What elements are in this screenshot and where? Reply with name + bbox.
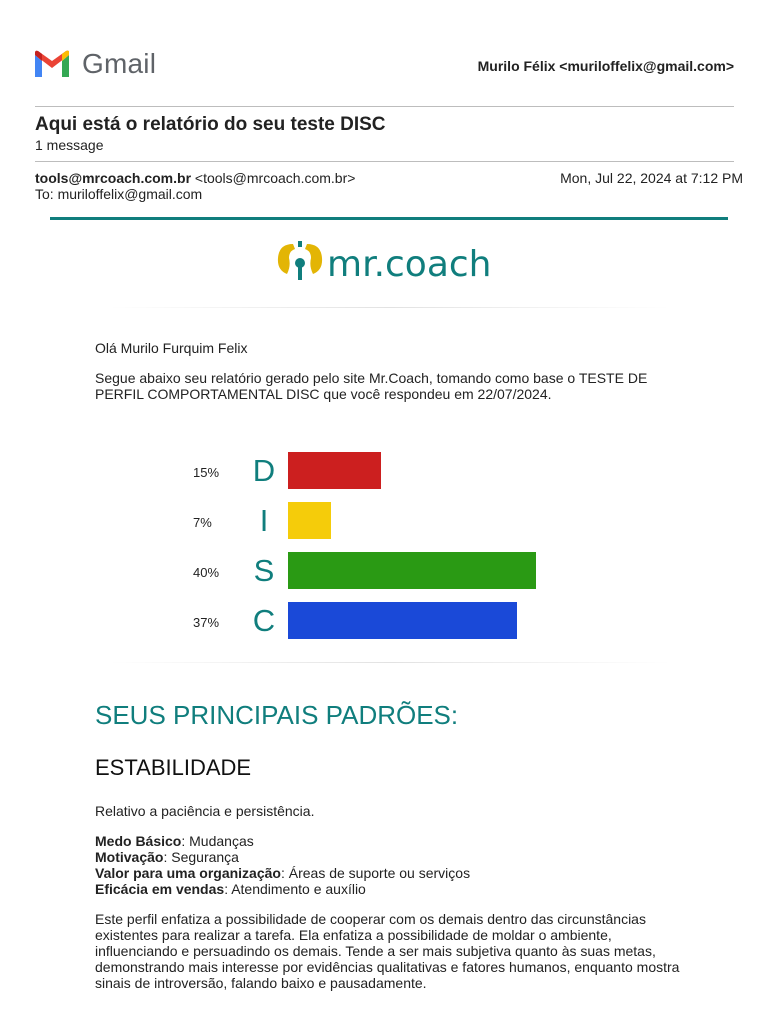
gmail-wordmark: Gmail bbox=[82, 48, 157, 79]
message-date: Mon, Jul 22, 2024 at 7:12 PM bbox=[560, 170, 743, 186]
bar-percent-label: 7% bbox=[193, 515, 212, 530]
divider bbox=[35, 161, 734, 162]
trait-item bbox=[95, 849, 470, 865]
bar-percent-label: 15% bbox=[193, 465, 220, 480]
trait-value: : Segurança bbox=[163, 849, 239, 865]
disc-letter-c: C bbox=[252, 603, 276, 638]
trait-label: Valor para uma organização bbox=[95, 865, 281, 881]
disc-bar-i bbox=[288, 502, 331, 539]
thread-subject: Aqui está o relatório do seu teste DISC bbox=[35, 114, 386, 135]
gmail-logo bbox=[32, 44, 178, 84]
divider bbox=[110, 662, 670, 663]
profile-description: Relativo a paciência e persistência. bbox=[95, 803, 315, 819]
recipient: To: muriloffelix@gmail.com bbox=[35, 186, 203, 202]
disc-bar-s bbox=[288, 552, 536, 589]
trait-label: Medo Básico bbox=[95, 833, 182, 849]
email-top-rule bbox=[50, 217, 728, 220]
account-label: Murilo Félix <muriloffelix@gmail.com> bbox=[477, 58, 734, 74]
bar-percent-label: 37% bbox=[193, 615, 220, 630]
gmail-m-icon bbox=[32, 49, 72, 79]
trait-item bbox=[95, 865, 470, 881]
trait-item bbox=[95, 833, 470, 849]
sender-name: tools@mrcoach.com.br bbox=[35, 170, 192, 186]
message-count: 1 message bbox=[35, 137, 104, 153]
sender-address: <tools@mrcoach.com.br> bbox=[194, 170, 356, 186]
disc-letter-i: I bbox=[259, 503, 269, 538]
section-title: SEUS PRINCIPAIS PADRÕES: bbox=[95, 700, 459, 730]
bar-percent-label: 40% bbox=[193, 565, 220, 580]
disc-letter-d: D bbox=[252, 453, 276, 488]
disc-bar-d bbox=[288, 452, 381, 489]
disc-bar-c bbox=[288, 602, 517, 639]
trait-label: Motivação bbox=[95, 849, 164, 865]
trait-value: : Mudanças bbox=[181, 833, 254, 849]
traits-list bbox=[95, 833, 470, 897]
trait-item bbox=[95, 881, 470, 897]
profile-paragraph: Este perfil enfatiza a possibilidade de cooperar com os demais dentro das circunstâncias existentes para realizar a tarefa. Ela enfatiza a possibilidade de moldar o ambiente, influenciando e persuadindo os demais. Tende a ser mais subjetiva quanto às suas metas, demonstrando mais interesse por evidências qualitativas e fatores humanos, enquanto mostra sinais de introversão, falando baixo e pausadamente. bbox=[95, 911, 680, 991]
greeting: Olá Murilo Furquim Felix bbox=[95, 340, 248, 356]
disc-letter-s: S bbox=[253, 553, 275, 588]
mrcoach-logo bbox=[275, 238, 505, 286]
divider bbox=[35, 106, 734, 107]
trait-value: : Áreas de suporte ou serviços bbox=[280, 865, 471, 881]
intro-text: Segue abaixo seu relatório gerado pelo site Mr.Coach, tomando como base o TESTE DE PERFIL COMPORTAMENTAL DISC que você respondeu em 22/07/2024. bbox=[95, 370, 648, 402]
divider bbox=[110, 307, 670, 308]
sender[interactable] bbox=[35, 170, 355, 186]
profile-title: ESTABILIDADE bbox=[95, 755, 252, 780]
logo-text: mr.coach bbox=[327, 244, 492, 285]
trait-value: : Atendimento e auxílio bbox=[224, 881, 366, 897]
mrcoach-logo-mark bbox=[275, 238, 505, 286]
trait-label: Eficácia em vendas bbox=[95, 881, 225, 897]
